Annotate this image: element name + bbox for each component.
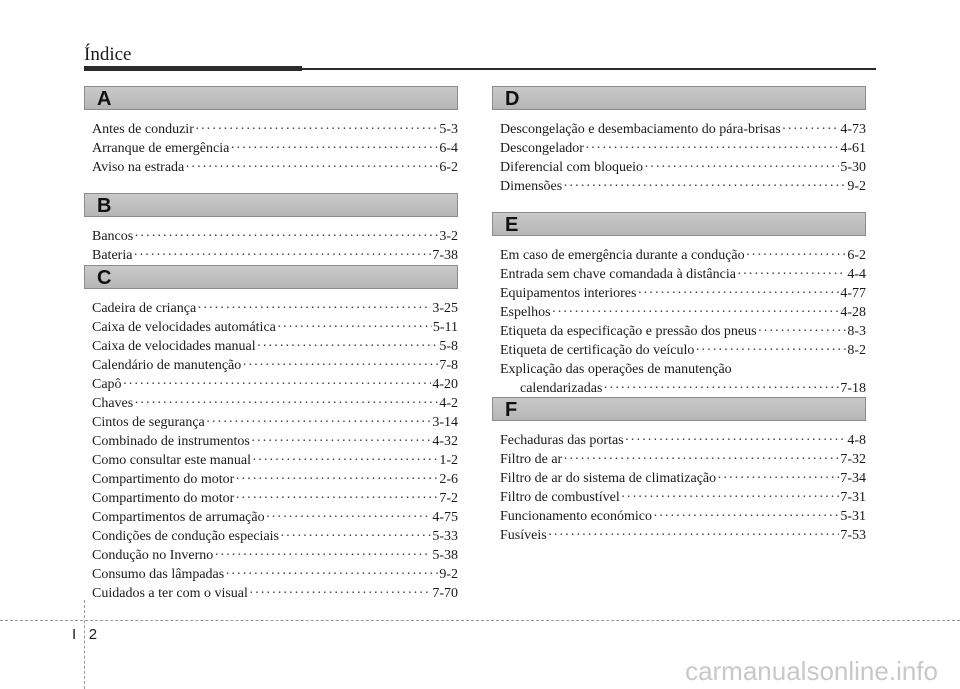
index-entry[interactable]: [92, 337, 458, 356]
index-entry[interactable]: [92, 546, 458, 565]
leader-dots: [123, 375, 432, 394]
entry-label: Filtro de ar: [500, 452, 563, 467]
index-entry[interactable]: [92, 139, 458, 158]
leader-dots: [134, 227, 438, 246]
index-entry[interactable]: [92, 158, 458, 177]
entry-list: [492, 246, 866, 398]
index-entry[interactable]: [92, 413, 458, 432]
leader-dots: [134, 394, 438, 413]
entry-label: Dimensões: [500, 179, 563, 194]
entry-page: 4-4: [847, 267, 866, 282]
section-letter: E: [505, 214, 519, 236]
index-entry[interactable]: [92, 120, 458, 139]
leader-dots: [758, 322, 847, 341]
entry-page: 4-77: [840, 286, 866, 301]
section-e: [492, 212, 866, 398]
entry-label: Fusíveis: [500, 528, 547, 543]
entry-page: 5-38: [432, 548, 458, 563]
section-header-c: [84, 265, 458, 289]
page-title: Índice: [84, 44, 132, 65]
index-entry[interactable]: [500, 469, 866, 488]
section-header-f: [492, 397, 866, 421]
entry-page: 5-31: [840, 509, 866, 524]
footer-rule: [0, 620, 960, 621]
entry-list: [84, 120, 458, 177]
entry-page: 4-61: [840, 141, 866, 156]
leader-dots: [214, 546, 431, 565]
leader-dots: [637, 284, 839, 303]
entry-page: 4-75: [432, 510, 458, 525]
section-letter: B: [97, 195, 112, 217]
leader-dots: [717, 469, 839, 488]
index-entry[interactable]: [92, 432, 458, 451]
entry-page: 4-20: [432, 377, 458, 392]
entry-page: 5-3: [439, 122, 458, 137]
entry-page: 8-3: [847, 324, 866, 339]
entry-page: 9-2: [847, 179, 866, 194]
entry-label: Descongelador: [500, 141, 584, 156]
leader-dots: [266, 508, 432, 527]
section-header-e: [492, 212, 866, 236]
entry-label: Consumo das lâmpadas: [92, 567, 225, 582]
entry-page: 3-14: [432, 415, 458, 430]
leader-dots: [195, 120, 438, 139]
index-entry[interactable]: [92, 584, 458, 603]
index-entry[interactable]: [500, 322, 866, 341]
index-entry[interactable]: [500, 303, 866, 322]
entry-label: Compartimento do motor: [92, 472, 235, 487]
leader-dots: [235, 470, 438, 489]
entry-page: 7-18: [840, 381, 866, 396]
entry-label: Como consultar este manual: [92, 453, 252, 468]
leader-dots: [585, 139, 839, 158]
entry-label: Espelhos: [500, 305, 551, 320]
leader-dots: [252, 451, 438, 470]
index-entry[interactable]: [500, 120, 866, 139]
entry-label: Diferencial com bloqueio: [500, 160, 644, 175]
entry-page: 6-2: [439, 160, 458, 175]
index-entry[interactable]: [500, 507, 866, 526]
section-f: [492, 397, 866, 545]
leader-dots: [737, 265, 846, 284]
entry-page: 7-70: [432, 586, 458, 601]
leader-dots: [782, 120, 840, 139]
entry-label: Compartimento do motor: [92, 491, 235, 506]
entry-page: 5-33: [432, 529, 458, 544]
index-entry[interactable]: [92, 470, 458, 489]
index-entry[interactable]: [500, 158, 866, 177]
entry-label: Equipamentos interiores: [500, 286, 637, 301]
entry-page: 7-8: [439, 358, 458, 373]
leader-dots: [695, 341, 846, 360]
entry-page: 3-25: [432, 301, 458, 316]
index-entry[interactable]: [500, 431, 866, 450]
section-letter: C: [97, 267, 112, 289]
leader-dots: [235, 489, 438, 508]
index-entry[interactable]: [500, 284, 866, 303]
entry-label: Cadeira de criança: [92, 301, 197, 316]
entry-page: 4-2: [439, 396, 458, 411]
entry-label: Etiqueta de certificação do veículo: [500, 343, 695, 358]
entry-page: 4-32: [432, 434, 458, 449]
leader-dots: [563, 450, 839, 469]
entry-label: Filtro de ar do sistema de climatização: [500, 471, 717, 486]
index-entry[interactable]: [92, 451, 458, 470]
section-letter: F: [505, 399, 518, 421]
entry-label: Funcionamento económico: [500, 509, 653, 524]
entry-label: Antes de conduzir: [92, 122, 194, 137]
leader-dots: [225, 565, 438, 584]
index-entry[interactable]: [92, 375, 458, 394]
entry-label: Fechaduras das portas: [500, 433, 624, 448]
entry-label: Condições de condução especiais: [92, 529, 279, 544]
entry-label: Condução no Inverno: [92, 548, 214, 563]
entry-page: 7-32: [840, 452, 866, 467]
section-header-a: [84, 86, 458, 110]
leader-dots: [197, 299, 431, 318]
entry-label: Cintos de segurança: [92, 415, 205, 430]
index-entry[interactable]: [92, 356, 458, 375]
leader-dots: [653, 507, 839, 526]
section-c: [84, 265, 458, 603]
entry-label: Chaves: [92, 396, 134, 411]
entry-page: 4-28: [840, 305, 866, 320]
entry-page: 6-4: [439, 141, 458, 156]
index-entry[interactable]: [92, 318, 458, 337]
index-entry[interactable]: [92, 508, 458, 527]
entry-label: Bateria: [92, 248, 133, 263]
entry-page: 1-2: [439, 453, 458, 468]
leader-dots: [746, 246, 847, 265]
entry-page: 7-31: [840, 490, 866, 505]
leader-dots: [257, 337, 439, 356]
entry-page: 8-2: [847, 343, 866, 358]
entry-page: 3-2: [439, 229, 458, 244]
entry-label: Entrada sem chave comandada à distância: [500, 267, 736, 282]
leader-dots: [251, 432, 431, 451]
index-entry[interactable]: [92, 227, 458, 246]
leader-dots: [242, 356, 438, 375]
entry-page: 5-11: [432, 320, 458, 335]
index-entry[interactable]: [500, 450, 866, 469]
entry-page: 7-38: [432, 248, 458, 263]
entry-page: 4-73: [840, 122, 866, 137]
entry-label: Caixa de velocidades automática: [92, 320, 276, 335]
entry-page: 7-2: [439, 491, 458, 506]
entry-page: 7-53: [840, 528, 866, 543]
index-entry[interactable]: [500, 265, 866, 284]
entry-label: Descongelação e desembaciamento do pára-brisas: [500, 122, 781, 137]
leader-dots: [621, 488, 840, 507]
entry-page: 9-2: [439, 567, 458, 582]
leader-dots: [548, 526, 840, 545]
entry-label: Combinado de instrumentos: [92, 434, 250, 449]
leader-dots: [230, 139, 438, 158]
leader-dots: [185, 158, 438, 177]
index-entry[interactable]: [500, 526, 866, 545]
leader-dots: [133, 246, 431, 265]
index-entry[interactable]: [500, 246, 866, 265]
index-entry[interactable]: [92, 489, 458, 508]
entry-label: Aviso na estrada: [92, 160, 185, 175]
leader-dots: [563, 177, 846, 196]
entry-label: Capô: [92, 377, 122, 392]
entry-list: [492, 120, 866, 196]
leader-dots: [206, 413, 432, 432]
entry-page: 6-2: [847, 248, 866, 263]
entry-label: Calendário de manutenção: [92, 358, 242, 373]
section-header-d: [492, 86, 866, 110]
page-number: 2: [88, 626, 98, 643]
index-entry[interactable]: [92, 565, 458, 584]
index-entry[interactable]: [500, 177, 866, 196]
title-underline-thin: [302, 68, 876, 70]
section-letter: A: [97, 88, 112, 110]
section-d: [492, 86, 866, 196]
leader-dots: [644, 158, 839, 177]
entry-label: Etiqueta da especificação e pressão dos pneus: [500, 324, 757, 339]
index-entry[interactable]: [92, 246, 458, 265]
index-entry[interactable]: [92, 299, 458, 318]
index-entry[interactable]: [500, 360, 866, 398]
index-entry[interactable]: [92, 527, 458, 546]
entry-label: Arranque de emergência: [92, 141, 230, 156]
entry-page: 7-34: [840, 471, 866, 486]
leader-dots: [603, 379, 839, 398]
entry-page: 5-8: [439, 339, 458, 354]
entry-label: Filtro de combustível: [500, 490, 620, 505]
leader-dots: [277, 318, 432, 337]
section-b: [84, 193, 458, 265]
entry-label-continued: calendarizadas: [520, 381, 603, 396]
entry-label: Caixa de velocidades manual: [92, 339, 256, 354]
index-entry[interactable]: [500, 139, 866, 158]
index-entry[interactable]: [500, 488, 866, 507]
title-underline-thick: [84, 66, 302, 71]
entry-page: 4-8: [847, 433, 866, 448]
leader-dots: [552, 303, 840, 322]
entry-label: Explicação das operações de manutenção: [500, 362, 732, 377]
footer-vertical-rule: [84, 600, 85, 689]
leader-dots: [280, 527, 431, 546]
section-letter: D: [505, 88, 520, 110]
footer-page-number: [72, 626, 97, 643]
entry-label: Bancos: [92, 229, 134, 244]
index-entry[interactable]: [92, 394, 458, 413]
chapter-label: I: [72, 626, 77, 643]
section-a: [84, 86, 458, 177]
entry-label: Compartimentos de arrumação: [92, 510, 265, 525]
entry-label: Em caso de emergência durante a condução: [500, 248, 745, 263]
index-entry[interactable]: [500, 341, 866, 360]
entry-list: [84, 299, 458, 603]
entry-list: [84, 227, 458, 265]
leader-dots: [625, 431, 847, 450]
entry-page: 5-30: [840, 160, 866, 175]
watermark: carmanualsonline.info: [685, 656, 938, 686]
leader-dots: [249, 584, 431, 603]
entry-label: Cuidados a ter com o visual: [92, 586, 248, 601]
section-header-b: [84, 193, 458, 217]
entry-page: 2-6: [439, 472, 458, 487]
entry-list: [492, 431, 866, 545]
